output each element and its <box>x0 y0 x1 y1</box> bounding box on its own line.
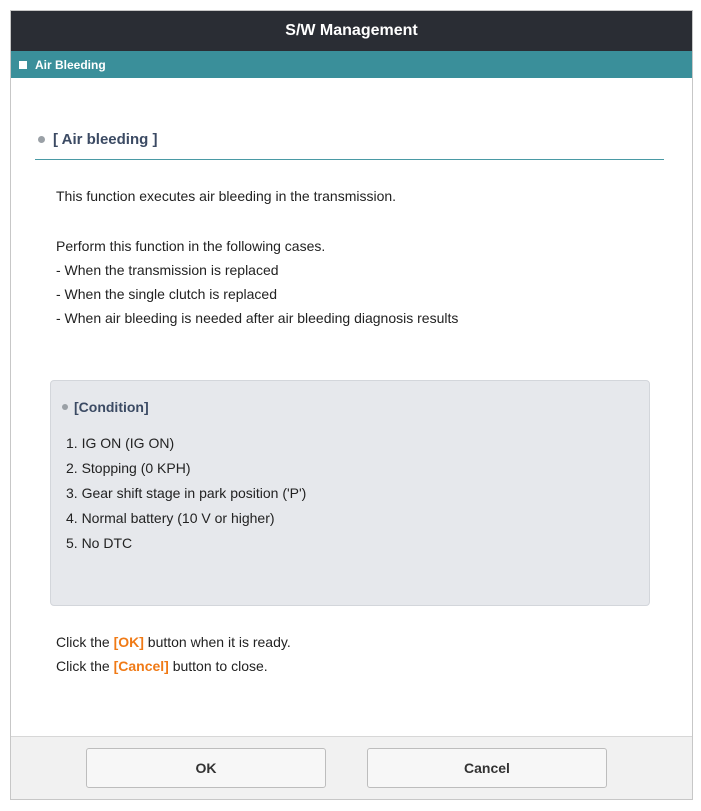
square-bullet-icon <box>19 61 27 69</box>
sw-management-dialog <box>10 10 693 800</box>
window-title: S/W Management <box>285 22 418 39</box>
ok-key-highlight: [OK] <box>113 634 144 650</box>
condition-box <box>50 380 650 606</box>
cases-intro: Perform this function in the following cases. <box>56 238 326 254</box>
ok-button[interactable]: OK <box>86 748 326 788</box>
case-item: - When the single clutch is replaced <box>56 286 277 302</box>
condition-heading <box>62 399 149 415</box>
condition-item: 4. Normal battery (10 V or higher) <box>66 510 275 526</box>
section-divider <box>35 159 664 160</box>
instruction-text: Click the <box>56 658 114 674</box>
condition-item: 2. Stopping (0 KPH) <box>66 460 191 476</box>
button-footer <box>11 736 692 799</box>
subheader-label: Air Bleeding <box>35 57 106 72</box>
subheader-bar <box>11 51 692 78</box>
window-title-bar <box>11 11 692 51</box>
intro-text: This function executes air bleeding in the transmission. <box>56 188 397 204</box>
section-title: [ Air bleeding ] <box>53 131 158 148</box>
instruction-cancel <box>56 657 268 675</box>
cancel-key-highlight: [Cancel] <box>113 658 169 674</box>
instruction-text: button when it is ready. <box>143 634 291 650</box>
instruction-ok <box>56 633 291 651</box>
section-heading <box>38 131 157 148</box>
bullet-dot-icon <box>38 136 45 143</box>
instruction-text: Click the <box>56 634 114 650</box>
condition-title: [Condition] <box>74 399 149 415</box>
bullet-dot-icon <box>62 404 68 410</box>
instruction-text: button to close. <box>168 658 268 674</box>
case-item: - When the transmission is replaced <box>56 262 279 278</box>
condition-item: 5. No DTC <box>66 535 133 551</box>
case-item: - When air bleeding is needed after air bleeding diagnosis results <box>56 310 459 326</box>
condition-item: 3. Gear shift stage in park position ('P') <box>66 485 307 501</box>
condition-item: 1. IG ON (IG ON) <box>66 435 175 451</box>
cancel-button[interactable]: Cancel <box>367 748 607 788</box>
